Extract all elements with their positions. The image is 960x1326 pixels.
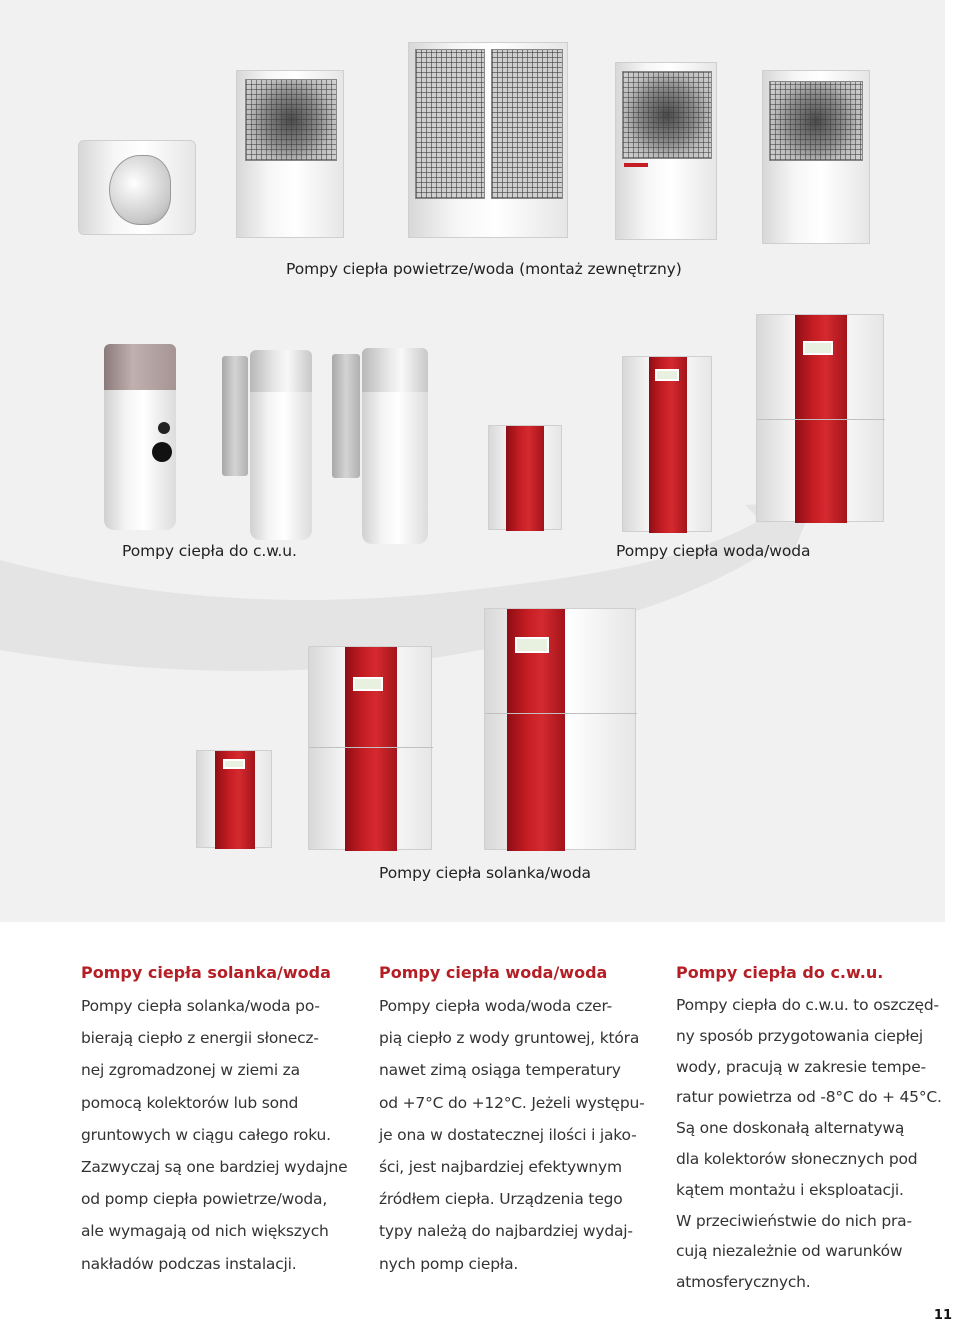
column-heading: Pompy ciepła do c.w.u. xyxy=(676,963,884,982)
air-water-unit-large xyxy=(408,42,568,238)
body-line: Pompy ciepła woda/woda czer- xyxy=(379,997,613,1015)
water-water-unit-medium xyxy=(622,356,712,532)
caption-brine-water: Pompy ciepła solanka/woda xyxy=(379,864,591,882)
body-line: Są one doskonałą alternatywą xyxy=(676,1119,905,1138)
caption-dhw: Pompy ciepła do c.w.u. xyxy=(122,542,297,560)
body-line: je ona w dostatecznej ilości i jako- xyxy=(379,1125,637,1144)
body-line: od pomp ciepła powietrze/woda, xyxy=(81,1190,328,1209)
column-heading: Pompy ciepła woda/woda xyxy=(379,963,608,982)
dhw-unit-2 xyxy=(222,350,312,540)
column-brine-water xyxy=(81,960,348,1280)
body-line: ratur powietrza od -8°C do + 45°C. xyxy=(676,1088,942,1107)
body-line: wody, pracują w zakresie tempe- xyxy=(676,1057,926,1076)
column-dhw xyxy=(676,960,942,1298)
water-water-unit-large xyxy=(756,314,884,522)
dhw-unit-1 xyxy=(104,344,176,530)
brine-water-unit-medium xyxy=(308,646,432,850)
caption-air-water: Pompy ciepła powietrze/woda (montaż zewnętrzny) xyxy=(286,260,682,278)
air-water-unit-compact xyxy=(78,140,196,235)
body-line: W przeciwieństwie do nich pra- xyxy=(676,1211,912,1230)
body-line: źródłem ciepła. Urządzenia tego xyxy=(379,1190,623,1209)
caption-water-water: Pompy ciepła woda/woda xyxy=(616,542,811,560)
column-water-water xyxy=(379,960,645,1280)
body-line: gruntowych w ciągu całego roku. xyxy=(81,1125,331,1144)
body-line: Pompy ciepła do c.w.u. to oszczęd- xyxy=(676,996,939,1014)
body-line: atmosferycznych. xyxy=(676,1273,811,1292)
body-line: pomocą kolektorów lub sond xyxy=(81,1093,299,1112)
body-line: Zazwyczaj są one bardziej wydajne xyxy=(81,1158,348,1177)
body-line: od +7°C do +12°C. Jeżeli występu- xyxy=(379,1093,645,1112)
body-line: bierają ciepło z energii słonecz- xyxy=(81,1029,319,1048)
water-water-unit-small xyxy=(488,425,562,530)
air-water-unit-small xyxy=(236,70,344,238)
body-line: kątem montażu i eksploatacji. xyxy=(676,1180,904,1199)
body-line: cują niezależnie od warunków xyxy=(676,1242,903,1261)
column-heading: Pompy ciepła solanka/woda xyxy=(81,963,331,982)
body-line: nakładów podczas instalacji. xyxy=(81,1254,297,1273)
body-line: nej zgromadzonej w ziemi za xyxy=(81,1061,300,1080)
page-number: 11 xyxy=(933,1308,952,1323)
body-line: ny sposób przygotowania ciepłej xyxy=(676,1026,924,1045)
body-line: ale wymagają od nich większych xyxy=(81,1222,329,1241)
body-line: ści, jest najbardziej efektywnym xyxy=(379,1158,622,1177)
dhw-unit-3 xyxy=(332,348,428,544)
brine-water-unit-small xyxy=(196,750,272,848)
body-line: nych pomp ciepła. xyxy=(379,1254,519,1273)
air-water-unit-fan xyxy=(615,62,717,240)
body-line: pią ciepło z wody gruntowej, która xyxy=(379,1029,640,1048)
body-line: nawet zimą osiąga temperatury xyxy=(379,1061,621,1080)
body-line: typy należą do najbardziej wydaj- xyxy=(379,1222,633,1241)
body-line: dla kolektorów słonecznych pod xyxy=(676,1149,918,1168)
air-water-unit-tall xyxy=(762,70,870,244)
body-line: Pompy ciepła solanka/woda po- xyxy=(81,997,320,1015)
brine-water-unit-large xyxy=(484,608,636,850)
